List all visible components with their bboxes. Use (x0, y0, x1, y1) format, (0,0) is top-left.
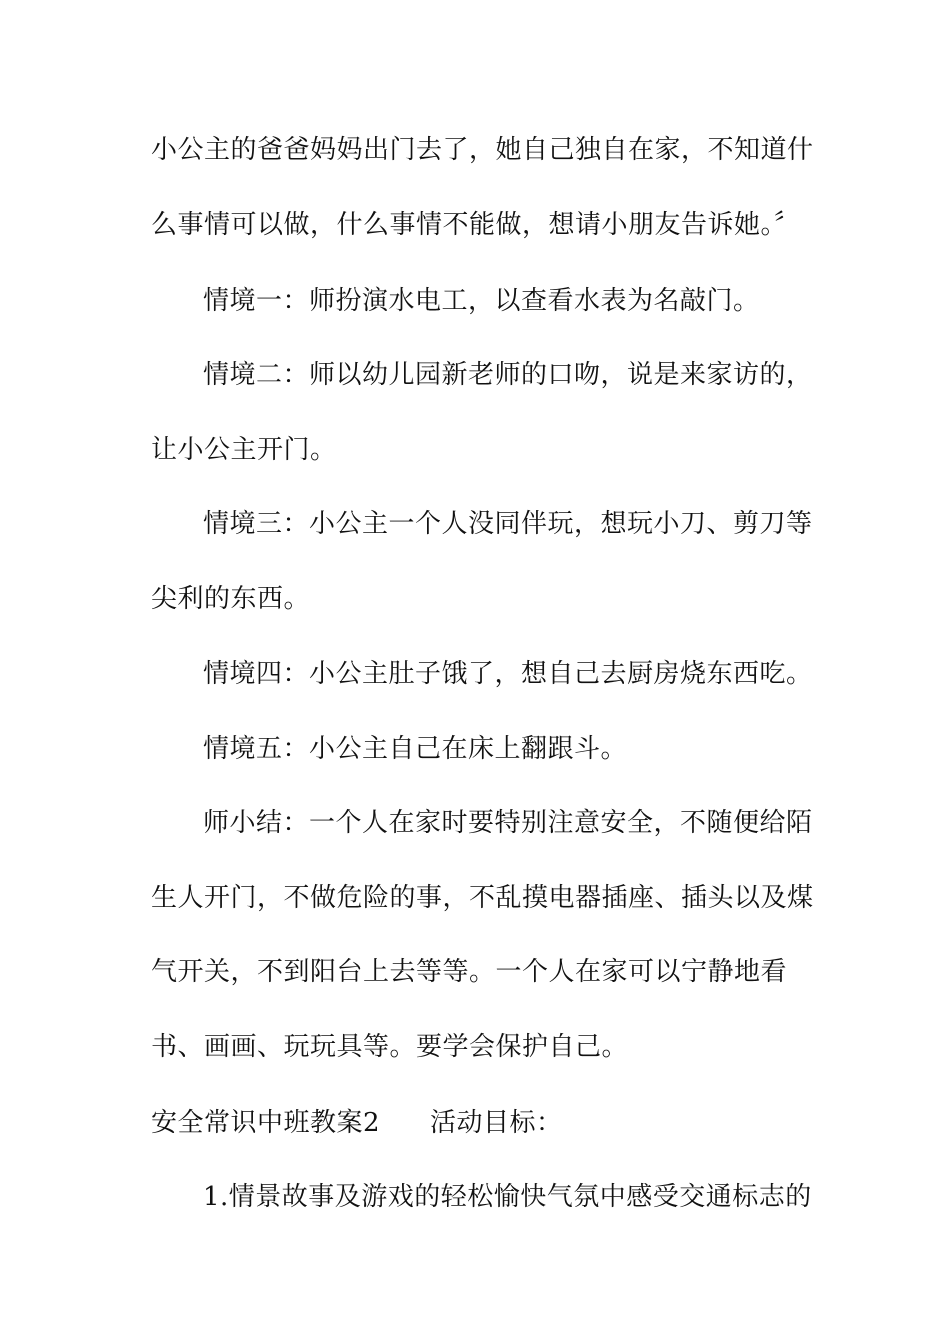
scenario-four: 情境四：小公主肚子饿了，想自己去厨房烧东西吃。 (203, 659, 813, 689)
scenario-five: 情境五：小公主自己在床上翻跟斗。 (203, 734, 628, 764)
teacher-summary: 师小结：一个人在家时要特别注意安全，不随便给陌 (203, 808, 813, 838)
paragraph-line: 小公主的爸爸妈妈出门去了，她自己独自在家，不知道什 (151, 135, 814, 165)
section-subtitle: 活动目标： (430, 1108, 563, 1138)
paragraph-line: 么事情可以做，什么事情不能做，想请小朋友告诉她。〞 (151, 210, 801, 240)
paragraph-line: 生人开门，不做危险的事，不乱摸电器插座、插头以及煤 (151, 883, 814, 913)
goal-item: 1.情景故事及游戏的轻松愉快气氛中感受交通标志的 (203, 1182, 812, 1212)
paragraph-line: 气开关，不到阳台上去等等。一个人在家可以宁静地看 (151, 957, 788, 987)
scenario-two: 情境二：师以幼儿园新老师的口吻，说是来家访的， (203, 360, 813, 390)
scenario-three: 情境三：小公主一个人没同伴玩，想玩小刀、剪刀等 (203, 509, 813, 539)
scenario-one: 情境一：师扮演水电工，以查看水表为名敲门。 (203, 286, 760, 316)
paragraph-line: 书、画画、玩玩具等。要学会保护自己。 (151, 1032, 629, 1062)
section-title: 安全常识中班教案2 (151, 1108, 381, 1138)
paragraph-line: 尖利的东西。 (151, 584, 311, 614)
section-heading (151, 1107, 563, 1139)
paragraph-line: 让小公主开门。 (151, 435, 337, 465)
